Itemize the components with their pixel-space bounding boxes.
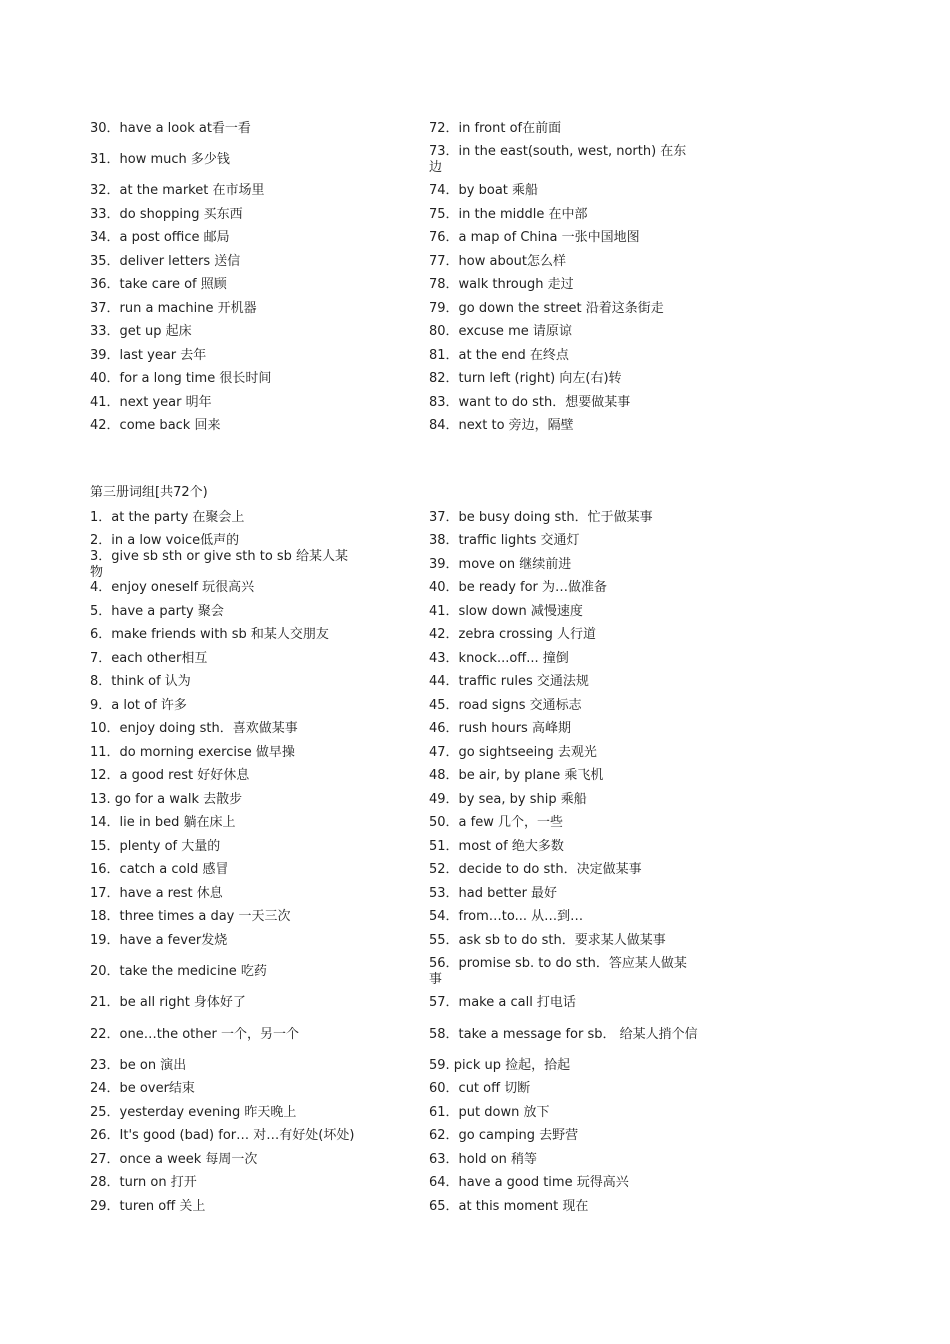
phrase-text: 24．be over结束 (90, 1081, 195, 1097)
list-item (90, 1195, 360, 1219)
phrase-text: 84．next to 旁边，隔壁 (429, 418, 574, 434)
phrase-text: 25．yesterday evening 昨天晚上 (90, 1104, 297, 1120)
list-item (90, 274, 360, 298)
list-item (429, 765, 699, 789)
phrase-text: 22．one…the other 一个，另一个 (90, 1026, 299, 1042)
phrase-text: 39．move on 继续前进 (429, 556, 572, 572)
phrase-text: 57．make a call 打电话 (429, 995, 576, 1011)
list-item (90, 812, 360, 836)
list-item (90, 1054, 360, 1078)
list-item (429, 741, 699, 765)
phrase-text: 16．catch a cold 感冒 (90, 862, 229, 878)
phrase-text: 5．have a party 聚会 (90, 603, 224, 619)
phrase-text: 44．traffic rules 交通法规 (429, 674, 589, 690)
list-item (90, 859, 360, 883)
list-item (90, 344, 360, 368)
phrase-text: 40．for a long time 很长时间 (90, 371, 272, 387)
phrase-text: 61．put down 放下 (429, 1104, 550, 1120)
phrase-text: 48．be air, by plane 乘飞机 (429, 768, 604, 784)
phrase-text: 36．take care of 照顾 (90, 277, 227, 293)
phrase-text: 27．once a week 每周一次 (90, 1151, 258, 1167)
list-item (429, 506, 699, 530)
phrase-text: 54．from…to... 从…到… (429, 909, 584, 925)
list-item (429, 344, 699, 368)
phrase-text: 26．It's good (bad) for… 对…有好处(坏处) (90, 1128, 355, 1144)
phrase-text: 1．at the party 在聚会上 (90, 509, 245, 525)
list-item (429, 671, 699, 695)
list-item (90, 1125, 360, 1149)
phrase-text: 37．be busy doing sth．忙于做某事 (429, 509, 653, 525)
phrase-text: 78．walk through 走过 (429, 277, 574, 293)
list-item (429, 391, 699, 415)
phrase-text: 43．knock...off... 撞倒 (429, 650, 569, 666)
list-item (429, 929, 699, 953)
list-item (429, 992, 699, 1016)
list-item (429, 180, 699, 204)
phrase-text: 19．have a fever发烧 (90, 932, 228, 948)
section1-right-column (429, 117, 699, 438)
list-item (90, 548, 360, 580)
phrase-text: 8．think of 认为 (90, 674, 191, 690)
phrase-text: 21．be all right 身体好了 (90, 995, 246, 1011)
phrase-text: 49．by sea, by ship 乘船 (429, 791, 587, 807)
phrase-text: 15．plenty of 大量的 (90, 838, 221, 854)
list-item (90, 953, 360, 992)
phrase-text: 58．take a message for sb． 给某人捎个信 (429, 1026, 698, 1042)
section1-left-column (90, 117, 360, 438)
list-item (90, 415, 360, 439)
phrase-text: 23．be on 演出 (90, 1057, 187, 1073)
list-item (90, 250, 360, 274)
phrase-text: 55．ask sb to do sth．要求某人做某事 (429, 932, 666, 948)
phrase-text: 42．come back 回来 (90, 418, 221, 434)
section2-title: 第三册词组[共72个) (90, 485, 208, 500)
phrase-text: 2．in a low voice低声的 (90, 533, 240, 549)
phrase-text: 64．have a good time 玩得高兴 (429, 1175, 629, 1191)
list-item (429, 1172, 699, 1196)
list-item (429, 415, 699, 439)
phrase-text: 13. go for a walk 去散步 (90, 791, 243, 807)
list-item (429, 718, 699, 742)
list-item (429, 1054, 699, 1078)
list-item (429, 812, 699, 836)
list-item (429, 553, 699, 577)
list-item (429, 906, 699, 930)
phrase-text: 11．do morning exercise 做早操 (90, 744, 295, 760)
list-item (429, 1195, 699, 1219)
phrase-text: 82．turn left (right) 向左(右)转 (429, 371, 622, 387)
list-item (429, 274, 699, 298)
phrase-text: 40．be ready for 为…做准备 (429, 580, 608, 596)
list-item (429, 953, 699, 992)
list-item (429, 141, 699, 180)
phrase-text: 77．how about怎么样 (429, 253, 567, 269)
phrase-text: 17．have a rest 休息 (90, 885, 223, 901)
phrase-text: 7．each other相互 (90, 650, 208, 666)
phrase-text: 45．road signs 交通标志 (429, 697, 582, 713)
list-item (429, 530, 699, 554)
phrase-text: 33．do shopping 买东西 (90, 206, 243, 222)
phrase-text: 42．zebra crossing 人行道 (429, 627, 597, 643)
phrase-text: 10．enjoy doing sth．喜欢做某事 (90, 721, 298, 737)
phrase-text: 14．lie in bed 躺在床上 (90, 815, 236, 831)
phrase-text: 80．excuse me 请原谅 (429, 324, 572, 340)
phrase-text: 41．slow down 减慢速度 (429, 603, 583, 619)
list-item (429, 250, 699, 274)
phrase-text: 37．run a machine 开机器 (90, 300, 257, 316)
list-item (90, 788, 360, 812)
list-item (429, 600, 699, 624)
list-item (429, 297, 699, 321)
phrase-text: 50．a few 几个，一些 (429, 815, 563, 831)
list-item (90, 992, 360, 1016)
phrase-text: 12．a good rest 好好休息 (90, 768, 250, 784)
list-item (90, 929, 360, 953)
phrase-text: 31．how much 多少钱 (90, 152, 230, 167)
list-item (429, 1078, 699, 1102)
phrase-text: 52．decide to do sth．决定做某事 (429, 862, 642, 878)
list-item (429, 1148, 699, 1172)
section2-left-column (90, 506, 360, 1219)
phrase-text: 28．turn on 打开 (90, 1175, 197, 1191)
phrase-text: 76．a map of China 一张中国地图 (429, 230, 640, 246)
phrase-text: 46．rush hours 高峰期 (429, 721, 571, 737)
list-item (90, 141, 360, 180)
list-item (90, 1172, 360, 1196)
phrase-text: 62．go camping 去野营 (429, 1128, 579, 1144)
list-item (90, 321, 360, 345)
list-item (90, 741, 360, 765)
phrase-text: 74．by boat 乘船 (429, 183, 539, 199)
list-item (90, 203, 360, 227)
list-item (90, 368, 360, 392)
list-item (429, 882, 699, 906)
phrase-text: 20．take the medicine 吃药 (90, 964, 267, 979)
phrase-text: 33．get up 起床 (90, 324, 192, 340)
list-item (429, 1015, 699, 1054)
phrase-text: 65．at this moment 现在 (429, 1198, 589, 1214)
phrase-text: 35．deliver letters 送信 (90, 253, 241, 269)
list-item (90, 906, 360, 930)
phrase-text: 63．hold on 稍等 (429, 1151, 538, 1167)
phrase-text: 59. pick up 捡起，拾起 (429, 1057, 571, 1073)
list-item (429, 788, 699, 812)
phrase-text: 73．in the east(south, west, north) 在东边 (429, 144, 687, 175)
list-item (90, 671, 360, 695)
list-item (90, 506, 360, 530)
phrase-text: 29．turen off 关上 (90, 1198, 206, 1214)
phrase-text: 53．had better 最好 (429, 885, 558, 901)
list-item (90, 600, 360, 624)
phrase-text: 4．enjoy oneself 玩很高兴 (90, 580, 255, 596)
phrase-text: 75．in the middle 在中部 (429, 206, 588, 222)
phrase-text: 6．make friends with sb 和某人交朋友 (90, 627, 329, 643)
list-item (429, 368, 699, 392)
phrase-text: 79．go down the street 沿着这条街走 (429, 300, 664, 316)
phrase-text: 30．have a look at看一看 (90, 120, 251, 136)
list-item (429, 694, 699, 718)
phrase-text: 18．three times a day 一天三次 (90, 909, 291, 925)
list-item (90, 882, 360, 906)
list-item (90, 624, 360, 648)
list-item (90, 835, 360, 859)
list-item (429, 859, 699, 883)
list-item (90, 1015, 360, 1054)
list-item (90, 227, 360, 251)
list-item (429, 1125, 699, 1149)
phrase-text: 83．want to do sth．想要做某事 (429, 394, 631, 410)
phrase-text: 47．go sightseeing 去观光 (429, 744, 597, 760)
list-item (90, 1148, 360, 1172)
phrase-text: 81．at the end 在终点 (429, 347, 569, 363)
list-item (90, 694, 360, 718)
list-item (90, 647, 360, 671)
phrase-text: 38．traffic lights 交通灯 (429, 533, 580, 549)
section2-right-column (429, 506, 699, 1219)
list-item (90, 297, 360, 321)
list-item (90, 1101, 360, 1125)
phrase-text: 56．promise sb. to do sth．答应某人做某事 (429, 956, 687, 987)
list-item (90, 180, 360, 204)
list-item (429, 577, 699, 601)
list-item (90, 1078, 360, 1102)
phrase-text: 51．most of 绝大多数 (429, 838, 564, 854)
phrase-text: 39．last year 去年 (90, 347, 207, 363)
phrase-text: 32．at the market 在市场里 (90, 183, 265, 199)
phrase-text: 60．cut off 切断 (429, 1081, 531, 1097)
list-item (429, 647, 699, 671)
phrase-text: 3．give sb sth or give sth to sb 给某人某物 (90, 548, 349, 580)
list-item (429, 227, 699, 251)
phrase-text: 9．a lot of 许多 (90, 697, 187, 713)
list-item (429, 203, 699, 227)
phrase-text: 41．next year 明年 (90, 394, 212, 410)
list-item (90, 117, 360, 141)
phrase-text: 34．a post office 邮局 (90, 230, 230, 246)
list-item (429, 624, 699, 648)
phrase-text: 72．in front of在前面 (429, 120, 562, 136)
list-item (429, 835, 699, 859)
list-item (429, 117, 699, 141)
list-item (90, 765, 360, 789)
list-item (90, 391, 360, 415)
list-item (429, 1101, 699, 1125)
list-item (429, 321, 699, 345)
list-item (90, 718, 360, 742)
